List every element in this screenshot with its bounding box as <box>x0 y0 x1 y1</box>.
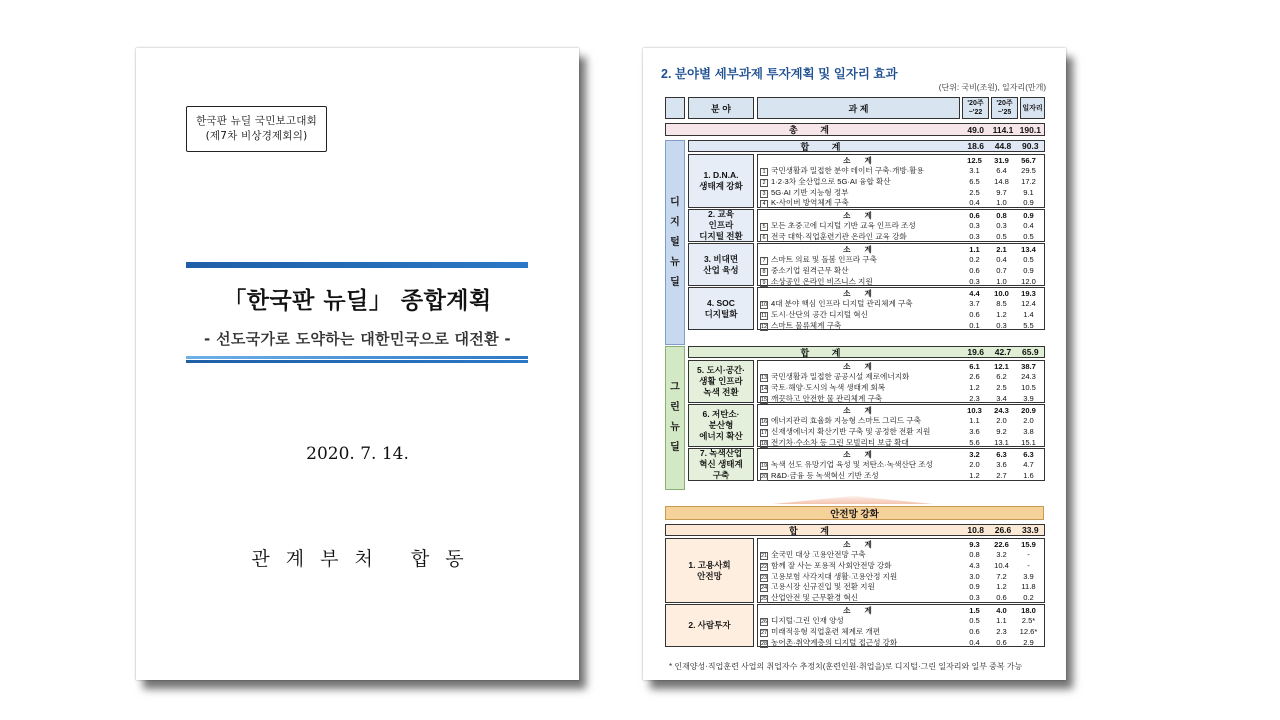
unit-note: (단위: 국비(조원), 일자리(만개) <box>938 83 1046 92</box>
subtotal-jobs: 19.3 <box>1021 288 1036 298</box>
subtotal-row <box>760 361 1042 372</box>
header-year-22: '20주 ~'22 <box>962 97 989 119</box>
task-y25: 10.4 <box>994 560 1009 570</box>
task-row <box>760 416 1042 427</box>
subtotal-y25: 12.1 <box>994 361 1009 371</box>
task-text: 중소기업 원격근무 확산 <box>771 265 849 275</box>
task-row <box>760 581 1042 592</box>
event-tag <box>186 106 327 152</box>
task-y22: 3.7 <box>969 299 980 309</box>
task-row <box>760 176 1042 187</box>
task-number: 4 <box>760 200 768 208</box>
task-y25: 9.7 <box>996 187 1007 197</box>
footnote: * 인재양성·직업훈련 사업의 취업자수 추정치(훈련인원·취업을)로 디지털·그린 일자리와 일부 중복 가능 <box>669 662 1023 671</box>
task-y25: 3.6 <box>996 460 1007 470</box>
title-bar-top <box>186 262 528 268</box>
task-y25: 0.4 <box>996 255 1007 265</box>
subtotal-y22: 1.1 <box>969 244 980 254</box>
subtotal-y25: 22.6 <box>994 539 1009 549</box>
grand-total-label: 총 계 <box>789 125 839 135</box>
subtotal-row <box>760 155 1042 166</box>
task-y25: 0.3 <box>996 221 1007 231</box>
task-y22: 2.6 <box>969 372 980 382</box>
subtotal-row <box>760 539 1042 550</box>
task-jobs: - <box>1027 550 1030 560</box>
task-jobs: 15.1 <box>1021 437 1036 447</box>
area-name: 3. 비대면 산업 육성 <box>688 243 754 286</box>
task-number: 3 <box>760 190 768 198</box>
task-jobs: 24.3 <box>1021 372 1036 382</box>
task-y25: 1.2 <box>996 309 1007 319</box>
area-task-list <box>757 154 1045 208</box>
task-row <box>760 276 1042 287</box>
task-text: 고용시장 신규진입 및 전환 지원 <box>771 582 875 592</box>
subtotal-label: 소 계 <box>843 361 878 371</box>
task-number: 8 <box>760 268 768 276</box>
subtotal-row <box>760 605 1042 616</box>
safety-sum-row: 합 계 10.8 26.6 33.9 <box>665 524 1045 536</box>
task-number: 12 <box>761 323 768 330</box>
task-y22: 3.1 <box>969 166 980 176</box>
subtotal-jobs: 13.4 <box>1021 244 1036 254</box>
task-y25: 9.2 <box>996 426 1007 436</box>
task-y22: 2.3 <box>969 393 980 403</box>
subtotal-jobs: 56.7 <box>1021 155 1036 165</box>
title-bar-bottom <box>186 360 528 363</box>
task-jobs: 3.9 <box>1023 571 1034 581</box>
subtotal-label: 소 계 <box>843 155 878 165</box>
area-task-list <box>757 360 1045 403</box>
header-blank-cell <box>665 97 685 119</box>
subtotal-y25: 24.3 <box>994 405 1009 415</box>
grand-total-values <box>962 125 1044 135</box>
task-text: 스마트 물류체계 구축 <box>771 320 842 330</box>
task-y22: 3.6 <box>969 426 980 436</box>
task-y25: 2.3 <box>996 626 1007 636</box>
cover-subtitle: - 선도국가로 도약하는 대한민국으로 대전환 - <box>204 330 511 348</box>
task-y22: 0.1 <box>969 320 980 330</box>
subtotal-y22: 0.6 <box>969 210 980 220</box>
task-y25: 1.0 <box>996 198 1007 208</box>
task-number: 9 <box>760 279 768 287</box>
task-number: 6 <box>760 234 768 242</box>
task-jobs: 2.9 <box>1023 637 1034 647</box>
green-sum-row: 합 계 19.6 42.7 65.9 <box>688 346 1045 358</box>
task-y25: 0.5 <box>996 231 1007 241</box>
header-field: 분 야 <box>688 97 754 119</box>
task-y25: 2.5 <box>996 382 1007 392</box>
task-text: 전기차·수소차 등 그린 모빌리티 보급 확대 <box>771 437 909 447</box>
task-number: 16 <box>761 419 768 426</box>
task-jobs: 0.5 <box>1023 231 1034 241</box>
task-row <box>760 560 1042 571</box>
task-text: R&D·금융 등 녹색혁신 기반 조성 <box>771 470 879 480</box>
task-y22: 0.2 <box>969 255 980 265</box>
task-number: 13 <box>761 375 768 382</box>
header-task: 과 제 <box>757 97 960 119</box>
subtotal-y25: 0.8 <box>996 210 1007 220</box>
task-text: 도시·산단의 공간 디지털 혁신 <box>771 309 868 319</box>
grand-total-y25: 114.1 <box>992 124 1014 135</box>
grand-total-row <box>665 123 1045 136</box>
task-y22: 1.2 <box>969 382 980 392</box>
task-text: 소상공인 온라인 비즈니스 지원 <box>771 276 873 286</box>
task-y22: 0.8 <box>969 550 980 560</box>
task-number: 1 <box>760 168 768 176</box>
subtotal-label: 소 계 <box>843 244 878 254</box>
task-row <box>760 265 1042 276</box>
task-y22: 0.3 <box>969 221 980 231</box>
area-name: 2. 교육 인프라 디지털 전환 <box>688 209 754 242</box>
task-row <box>760 231 1042 242</box>
cover-page <box>136 48 579 680</box>
task-number: 19 <box>761 463 768 470</box>
task-number: 2 <box>760 179 768 187</box>
task-y22: 1.2 <box>969 470 980 480</box>
task-jobs: 12.6* <box>1019 626 1038 636</box>
header-year-25: '20주 ~'25 <box>991 97 1018 119</box>
task-row <box>760 470 1042 481</box>
area-task-list <box>757 287 1045 330</box>
task-jobs: 0.4 <box>1023 221 1034 231</box>
event-name: 한국판 뉴딜 국민보고대회 <box>196 115 317 127</box>
task-jobs: 10.5 <box>1021 382 1036 392</box>
task-y25: 14.8 <box>994 176 1009 186</box>
task-row <box>760 616 1042 627</box>
task-y22: 3.0 <box>969 571 980 581</box>
subtotal-label: 소 계 <box>843 605 878 615</box>
task-number: 10 <box>761 302 768 309</box>
task-row <box>760 372 1042 383</box>
task-y22: 2.0 <box>969 460 980 470</box>
upward-arrow-decoration <box>773 496 933 504</box>
subtotal-row <box>760 449 1042 460</box>
task-y25: 1.1 <box>996 616 1007 626</box>
task-y22: 1.1 <box>969 416 980 426</box>
area-name: 2. 사람투자 <box>665 604 754 647</box>
cover-title: 「한국판 뉴딜」 종합계획 <box>223 288 492 314</box>
task-number: 24 <box>761 585 768 592</box>
task-text: 국민생활과 밀접한 공공시설 제로에너지화 <box>771 372 910 382</box>
area-task-list <box>757 538 1045 603</box>
subtotal-label: 소 계 <box>843 210 878 220</box>
task-jobs: 4.7 <box>1023 460 1034 470</box>
task-text: 함께 잘 사는 포용적 사회안전망 강화 <box>771 560 892 570</box>
task-row <box>760 426 1042 437</box>
task-text: 4대 분야 핵심 인프라 디지털 관리체계 구축 <box>771 299 913 309</box>
area-name: 4. SOC 디지털화 <box>688 287 754 330</box>
task-number: 22 <box>761 563 768 570</box>
subtotal-row <box>760 244 1042 255</box>
task-number: 26 <box>761 619 768 626</box>
task-y22: 0.9 <box>969 582 980 592</box>
task-y25: 13.1 <box>994 437 1009 447</box>
subtotal-y22: 6.1 <box>969 361 980 371</box>
subtotal-label: 소 계 <box>843 539 878 549</box>
task-jobs: 2.0 <box>1023 416 1034 426</box>
task-jobs: 3.8 <box>1023 426 1034 436</box>
task-y25: 3.4 <box>996 393 1007 403</box>
safety-net-title: 안전망 강화 <box>665 506 1044 520</box>
subtotal-row <box>760 288 1042 299</box>
task-jobs: 1.4 <box>1023 309 1034 319</box>
task-number: 27 <box>761 629 768 636</box>
task-number: 25 <box>761 595 768 602</box>
task-text: 산업안전 및 근무환경 혁신 <box>771 592 859 602</box>
task-text: 국토·해양·도시의 녹색 생태계 회복 <box>771 382 886 392</box>
task-number: 20 <box>761 473 768 480</box>
task-text: 녹색 선도 유망기업 육성 및 저탄소·녹색산단 조성 <box>771 460 933 470</box>
task-y25: 1.2 <box>996 582 1007 592</box>
task-y22: 5.6 <box>969 437 980 447</box>
task-y25: 2.7 <box>996 470 1007 480</box>
task-text: 모든 초중고에 디지털 기반 교육 인프라 조성 <box>771 221 916 231</box>
task-text: 스마트 의료 및 돌봄 인프라 구축 <box>771 255 877 265</box>
area-task-list <box>757 404 1045 447</box>
task-y22: 0.4 <box>969 637 980 647</box>
area-task-list <box>757 243 1045 286</box>
task-number: 5 <box>760 223 768 231</box>
task-y25: 1.0 <box>996 276 1007 286</box>
task-number: 28 <box>761 640 768 647</box>
header-jobs: 일자리 <box>1020 97 1045 119</box>
area-name: 7. 녹색산업 혁신 생태계 구축 <box>688 448 754 481</box>
subtotal-y22: 1.5 <box>969 605 980 615</box>
task-jobs: 1.6 <box>1023 470 1034 480</box>
task-number: 17 <box>761 429 768 436</box>
task-text: K-사이버 방역체계 구축 <box>771 198 849 208</box>
task-text: 全국민 대상 고용안전망 구축 <box>771 550 866 560</box>
task-text: 신재생에너지 확산기반 구축 및 공정한 전환 지원 <box>771 426 931 436</box>
task-y25: 6.4 <box>996 166 1007 176</box>
green-newdeal-label: 그 린 뉴 딜 <box>665 346 685 490</box>
task-number: 11 <box>761 312 767 319</box>
task-y25: 8.5 <box>996 299 1007 309</box>
digital-newdeal-label: 디 지 털 뉴 딜 <box>665 140 685 345</box>
task-row <box>760 437 1042 448</box>
subtotal-y25: 2.1 <box>996 244 1007 254</box>
task-number: 18 <box>761 440 768 447</box>
cover-date: 2020. 7. 14. <box>306 444 409 464</box>
task-text: 농어촌·취약계층의 디지털 접근성 강화 <box>771 637 898 647</box>
subtotal-row <box>760 405 1042 416</box>
task-row <box>760 393 1042 404</box>
subtotal-jobs: 6.3 <box>1023 449 1034 459</box>
task-jobs: 9.1 <box>1023 187 1034 197</box>
task-row <box>760 460 1042 471</box>
task-y22: 0.3 <box>969 276 980 286</box>
task-y25: 3.2 <box>996 550 1007 560</box>
grand-total-jobs: 190.1 <box>1019 124 1041 135</box>
task-y25: 0.3 <box>996 320 1007 330</box>
subtotal-y25: 4.0 <box>996 605 1007 615</box>
task-row <box>760 571 1042 582</box>
subtotal-jobs: 20.9 <box>1021 405 1036 415</box>
subtotal-jobs: 18.0 <box>1021 605 1036 615</box>
task-row <box>760 592 1042 603</box>
task-jobs: 0.9 <box>1023 265 1034 275</box>
task-row <box>760 309 1042 320</box>
task-text: 디지털·그린 인재 양성 <box>771 616 844 626</box>
subtotal-y22: 10.3 <box>967 405 982 415</box>
subtotal-y25: 6.3 <box>996 449 1007 459</box>
digital-sum-row: 합 계 18.6 44.8 90.3 <box>688 140 1045 152</box>
subtotal-y25: 10.0 <box>994 288 1009 298</box>
subtotal-label: 소 계 <box>843 449 878 459</box>
grand-total-y22: 49.0 <box>967 124 984 135</box>
task-text: 국민생활과 밀접한 분야 데이터 구축·개방·활용 <box>771 166 924 176</box>
task-jobs: 29.5 <box>1021 166 1036 176</box>
subtotal-row <box>760 210 1042 221</box>
task-y22: 6.5 <box>969 176 980 186</box>
task-text: 깨끗하고 안전한 물 관리체계 구축 <box>771 393 883 403</box>
task-number: 23 <box>761 574 768 581</box>
task-y25: 6.2 <box>996 372 1007 382</box>
investment-table-page <box>643 48 1066 680</box>
task-text: 5G·AI 기반 지능형 정부 <box>771 187 849 197</box>
task-jobs: 0.2 <box>1023 592 1034 602</box>
task-y25: 2.0 <box>996 416 1007 426</box>
task-jobs: 0.5 <box>1023 255 1034 265</box>
task-y22: 0.3 <box>969 231 980 241</box>
area-name: 5. 도시·공간· 생활 인프라 녹색 전환 <box>688 360 754 403</box>
task-y25: 0.6 <box>996 637 1007 647</box>
area-task-list <box>757 448 1045 481</box>
cover-organization: 관계부처 합동 <box>251 548 480 570</box>
subtotal-label: 소 계 <box>843 288 878 298</box>
area-name: 1. D.N.A. 생태계 강화 <box>688 154 754 208</box>
task-text: 전국 대학·직업훈련기관 온라인 교육 강화 <box>771 231 907 241</box>
subtotal-y22: 12.5 <box>967 155 982 165</box>
event-subname: (제7차 비상경제회의) <box>205 130 308 142</box>
task-jobs: 12.0 <box>1021 276 1036 286</box>
task-jobs: 0.9 <box>1023 198 1034 208</box>
task-jobs: 17.2 <box>1021 176 1036 186</box>
task-text: 에너지관리 효율화 지능형 스마트 그리드 구축 <box>771 416 921 426</box>
task-row <box>760 320 1042 331</box>
task-text: 고용보험 사각지대 생활·고용안정 지원 <box>771 571 898 581</box>
task-row <box>760 626 1042 637</box>
task-jobs: 2.5* <box>1021 616 1036 626</box>
task-number: 21 <box>761 553 768 560</box>
task-y25: 0.6 <box>996 592 1007 602</box>
subtotal-y22: 9.3 <box>969 539 980 549</box>
task-row <box>760 187 1042 198</box>
task-number: 15 <box>761 396 768 403</box>
task-row <box>760 197 1042 208</box>
task-jobs: 12.4 <box>1021 299 1036 309</box>
task-row <box>760 221 1042 232</box>
task-y25: 0.7 <box>996 265 1007 275</box>
subtotal-y25: 31.9 <box>994 155 1009 165</box>
task-y22: 4.3 <box>969 560 980 570</box>
task-jobs: 5.5 <box>1023 320 1034 330</box>
task-y22: 0.4 <box>969 198 980 208</box>
area-name: 1. 고용사회 안전망 <box>665 538 754 603</box>
title-bar-bottom-thin <box>186 356 528 359</box>
task-y22: 0.6 <box>969 626 980 636</box>
subtotal-jobs: 15.9 <box>1021 539 1036 549</box>
area-task-list <box>757 209 1045 242</box>
subtotal-jobs: 38.7 <box>1021 361 1036 371</box>
task-jobs: - <box>1027 560 1030 570</box>
task-text: 1·2·3차 全산업으로 5G·AI 융합 확산 <box>771 176 891 186</box>
task-row <box>760 550 1042 561</box>
task-row <box>760 299 1042 310</box>
task-text: 미래적응형 직업훈련 체계로 개편 <box>771 626 881 636</box>
task-row <box>760 255 1042 266</box>
task-jobs: 3.9 <box>1023 393 1034 403</box>
subtotal-y22: 3.2 <box>969 449 980 459</box>
task-number: 7 <box>760 257 768 265</box>
subtotal-label: 소 계 <box>843 405 878 415</box>
task-y22: 0.5 <box>969 616 980 626</box>
task-row <box>760 382 1042 393</box>
task-y22: 0.3 <box>969 592 980 602</box>
area-task-list <box>757 604 1045 647</box>
task-number: 14 <box>761 385 768 392</box>
task-row <box>760 166 1042 177</box>
subtotal-y22: 4.4 <box>969 288 980 298</box>
task-y22: 0.6 <box>969 265 980 275</box>
section-heading: 2. 분야별 세부과제 투자계획 및 일자리 효과 <box>661 67 898 81</box>
task-y25: 7.2 <box>996 571 1007 581</box>
task-jobs: 11.8 <box>1021 582 1036 592</box>
area-name: 6. 저탄소· 분산형 에너지 확산 <box>688 404 754 447</box>
task-y22: 2.5 <box>969 187 980 197</box>
task-y22: 0.6 <box>969 309 980 319</box>
subtotal-jobs: 0.9 <box>1023 210 1034 220</box>
task-row <box>760 637 1042 648</box>
